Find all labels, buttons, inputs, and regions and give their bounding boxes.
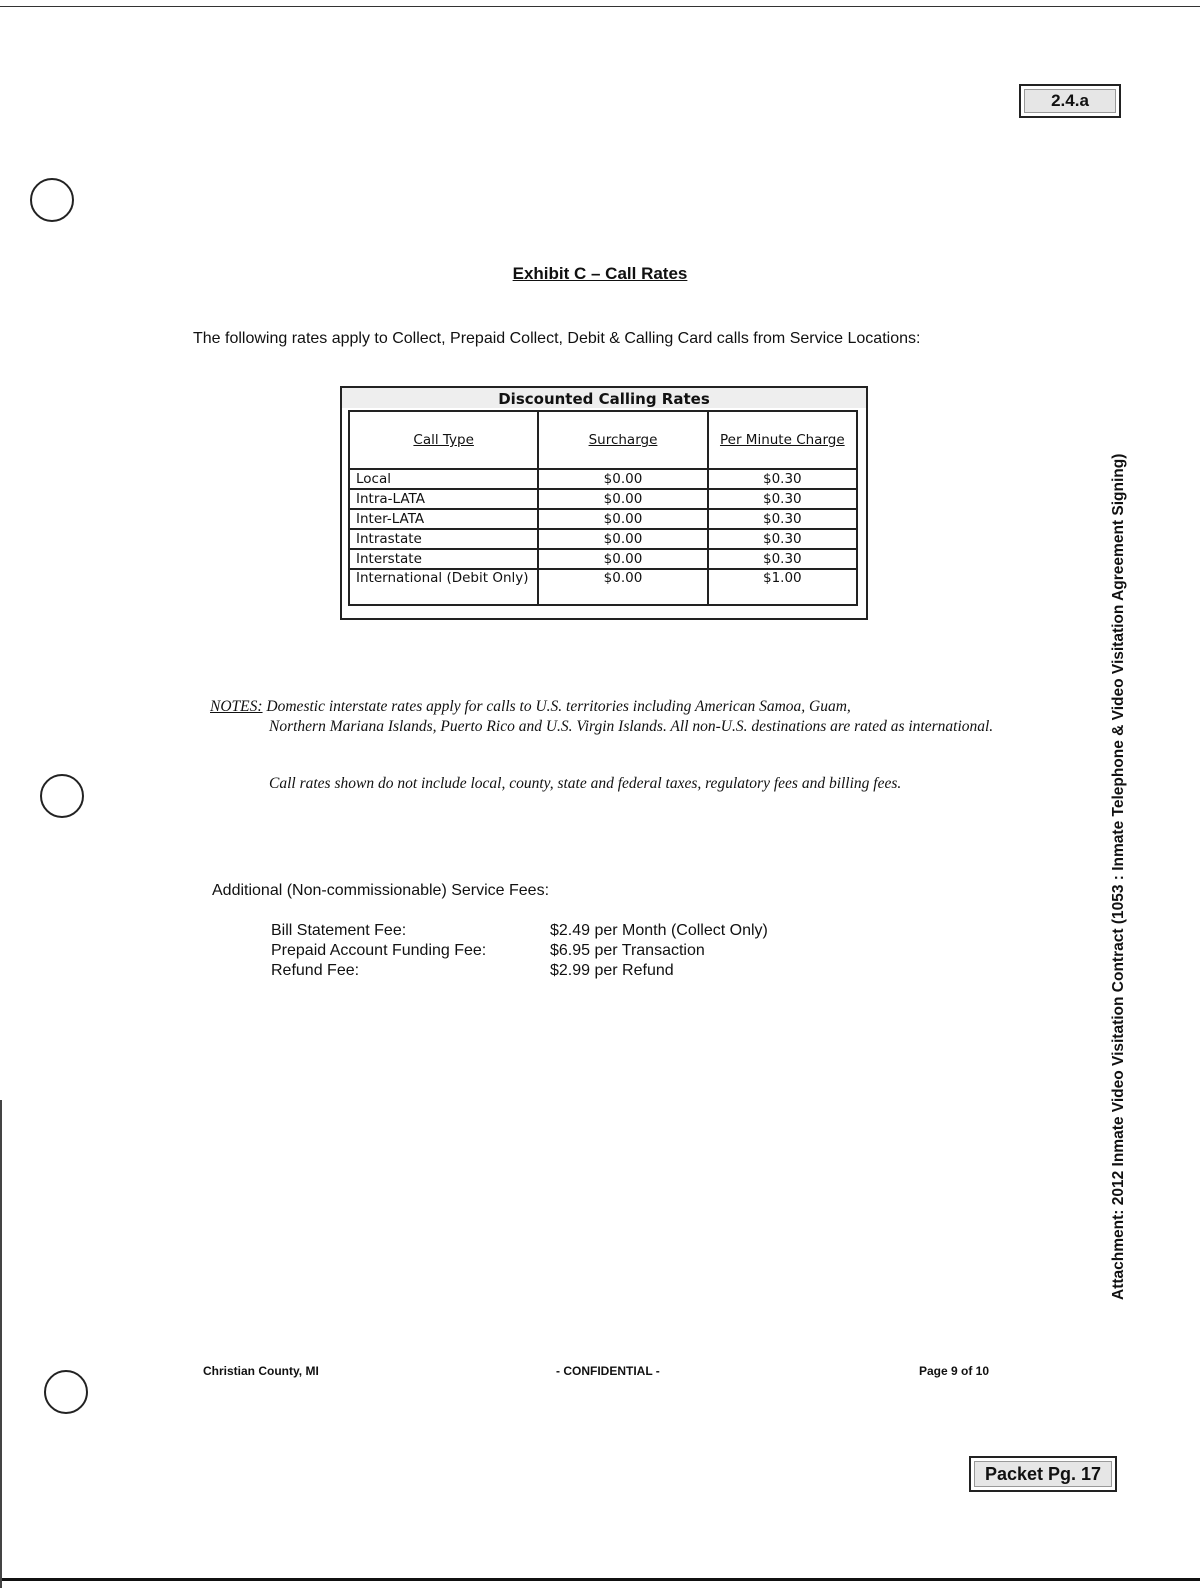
- section-stamp: 2.4.a: [1019, 84, 1121, 118]
- binder-hole-icon: [44, 1370, 88, 1414]
- call-type-cell: Local: [349, 469, 538, 489]
- per-minute-cell: $1.00: [708, 569, 857, 605]
- surcharge-cell: $0.00: [538, 469, 707, 489]
- scan-edge-top: [0, 6, 1200, 7]
- notes-line-1: Domestic interstate rates apply for calls to U.S. territories including American Samoa, Guam,: [266, 698, 851, 715]
- column-header-per-minute: Per Minute Charge: [708, 411, 857, 469]
- fee-value: $6.95 per Transaction: [550, 942, 705, 959]
- per-minute-cell: $0.30: [708, 489, 857, 509]
- fees-heading: Additional (Non-commissionable) Service Fees:: [212, 882, 550, 899]
- notes-block: [210, 697, 1010, 737]
- fee-label: Prepaid Account Funding Fee:: [271, 942, 487, 959]
- fee-row: [271, 922, 831, 942]
- fee-label: Bill Statement Fee:: [271, 922, 407, 939]
- footer-page-number: Page 9 of 10: [919, 1364, 990, 1378]
- intro-text: The following rates apply to Collect, Prepaid Collect, Debit & Calling Card calls from Service Locations:: [193, 330, 921, 347]
- surcharge-cell: $0.00: [538, 549, 707, 569]
- table-row: [349, 469, 857, 489]
- fee-row: [271, 962, 831, 982]
- notes-line-2: Northern Mariana Islands, Puerto Rico and U.S. Virgin Islands. All non-U.S. destinations are rated as international.: [269, 718, 994, 735]
- column-header-call-type: Call Type: [349, 411, 538, 469]
- per-minute-cell: $0.30: [708, 469, 857, 489]
- column-header-surcharge: Surcharge: [538, 411, 707, 469]
- fee-value: $2.99 per Refund: [550, 962, 674, 979]
- page-title: Exhibit C – Call Rates: [512, 264, 688, 283]
- call-type-cell: Intra-LATA: [349, 489, 538, 509]
- rates-table: [348, 410, 858, 606]
- per-minute-cell: $0.30: [708, 549, 857, 569]
- surcharge-cell: $0.00: [538, 489, 707, 509]
- scan-edge-bottom: [0, 1578, 1200, 1581]
- per-minute-cell: $0.30: [708, 529, 857, 549]
- binder-hole-icon: [40, 774, 84, 818]
- notes-taxes: Call rates shown do not include local, county, state and federal taxes, regulatory fees and billing fees.: [269, 775, 902, 792]
- surcharge-cell: $0.00: [538, 529, 707, 549]
- attachment-sidebar-label: Attachment: 2012 Inmate Video Visitation Contract (1053 : Inmate Telephone & Video Visitation Agreement Signing): [1110, 453, 1127, 1300]
- call-type-cell: Interstate: [349, 549, 538, 569]
- table-row: [349, 569, 857, 605]
- fee-row: [271, 942, 831, 962]
- rates-table-caption: Discounted Calling Rates: [342, 388, 866, 408]
- surcharge-cell: $0.00: [538, 569, 707, 605]
- rates-table-frame: [340, 386, 868, 620]
- footer-county: Christian County, MI: [203, 1364, 319, 1378]
- notes-label: NOTES:: [210, 698, 263, 715]
- call-type-cell: Intrastate: [349, 529, 538, 549]
- table-header-row: [349, 411, 857, 469]
- surcharge-cell: $0.00: [538, 509, 707, 529]
- table-row: [349, 549, 857, 569]
- fee-value: $2.49 per Month (Collect Only): [550, 922, 768, 939]
- scan-edge-left: [0, 1100, 2, 1588]
- table-row: [349, 509, 857, 529]
- binder-hole-icon: [30, 178, 74, 222]
- call-type-cell: International (Debit Only): [349, 569, 538, 605]
- packet-page-stamp: Packet Pg. 17: [969, 1456, 1117, 1492]
- fee-label: Refund Fee:: [271, 962, 360, 979]
- per-minute-cell: $0.30: [708, 509, 857, 529]
- table-row: [349, 489, 857, 509]
- table-row: [349, 529, 857, 549]
- footer-confidential: - CONFIDENTIAL -: [556, 1364, 660, 1378]
- call-type-cell: Inter-LATA: [349, 509, 538, 529]
